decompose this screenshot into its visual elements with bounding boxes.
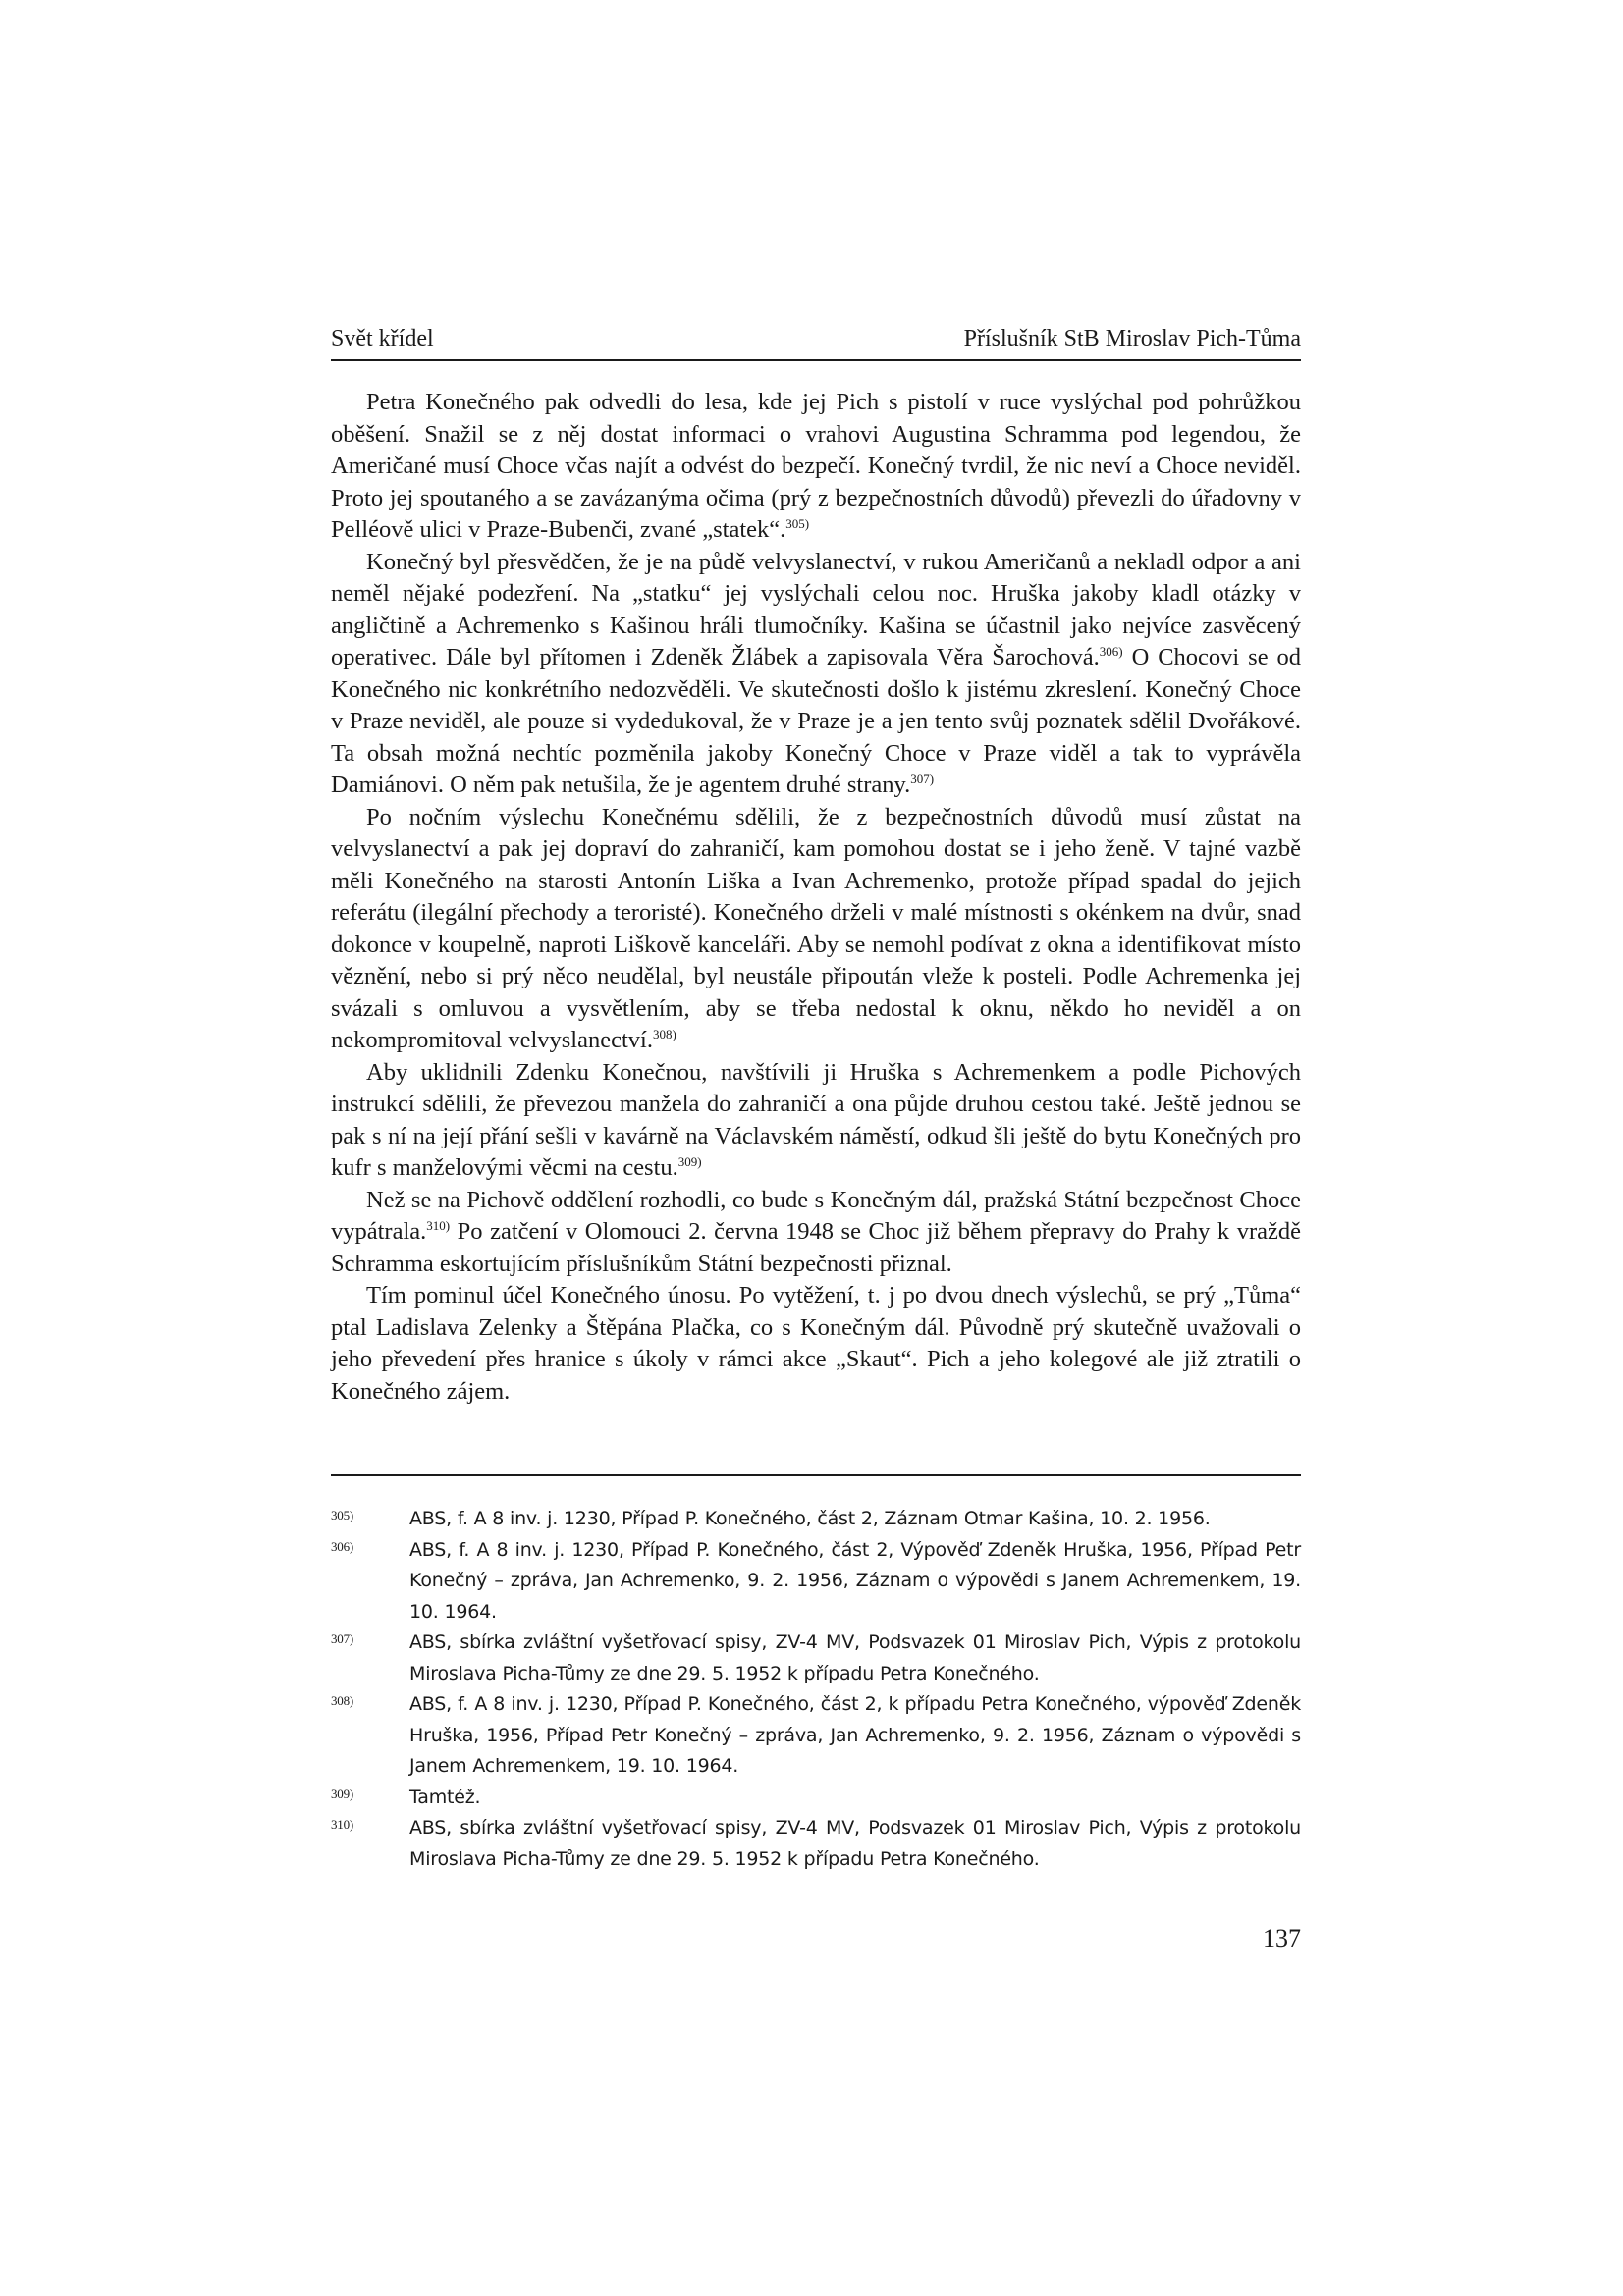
footnote-ref: 305) (785, 515, 810, 531)
footnote-number: 307) (331, 1631, 354, 1646)
paragraph: Tím pominul účel Konečného únosu. Po vytěžení, t. j po dvou dnech výslechů, se prý „Tůma“ ptal Ladislava Zelenky a Štěpána Plačka, co s Konečným dál. Původně prý skutečně uvažovali o jeho převedení přes hranice s úkoly v rámci akce „Skaut“. Pich a jeho kolegové ale již ztratili o Konečného zájem. (331, 1282, 1301, 1405)
footnote-ref: 308) (652, 1026, 676, 1041)
footnote-text: ABS, f. A 8 inv. j. 1230, Případ P. Konečného, část 2, Záznam Otmar Kašina, 10. 2. 1956. (409, 1508, 1211, 1529)
running-header (331, 324, 1301, 361)
footnote-ref: 307) (910, 771, 935, 786)
footnote-text: ABS, f. A 8 inv. j. 1230, Případ P. Konečného, část 2, Výpověď Zdeněk Hruška, 1956, Případ Petr Konečný – zpráva, Jan Achremenko, 9. 2. 1956, Záznam o výpovědi s Janem Achremenkem, 19. 10. 1964. (409, 1538, 1301, 1623)
footnotes (331, 1504, 1301, 1875)
footnote-text: ABS, f. A 8 inv. j. 1230, Případ P. Konečného, část 2, k případu Petra Konečného, výpověď Zdeněk Hruška, 1956, Případ Petr Konečný – zpráva, Jan Achremenko, 9. 2. 1956, Záznam o výpovědi s Janem Achremenkem, 19. 10. 1964. (409, 1693, 1301, 1777)
footnote-number: 308) (331, 1693, 354, 1708)
paragraph: Po nočním výslechu Konečnému sdělili, že z bezpečnostních důvodů musí zůstat na velvyslanectví a pak jej dopraví do zahraničí, kam pomohou dostat se i jeho ženě. V tajné vazbě měli Konečného na starosti Antonín Liška a Ivan Achremenko, protože případ spadal do jejich referátu (ilegální přechody a teroristé). Konečného drželi v malé místnosti s okénkem na dvůr, snad dokonce v koupelně, naproti Liškově kanceláři. Aby se nemohl podívat z okna a identifikovat místo věznění, nebo si prý něco neudělal, byl neustále připoután vleže k posteli. Podle Achremenka jej svázali s omluvou a vysvětlením, aby se třeba nedostal k oknu, někdo ho neviděl a on nekompromitoval velvyslanectví.$^{308)}$ (331, 803, 1301, 1053)
footnote-separator (331, 1474, 1301, 1476)
footnote (331, 1813, 1301, 1875)
chapter-title: Příslušník StB Miroslav Pich-Tůma (963, 326, 1301, 351)
footnote-text: ABS, sbírka zvláštní vyšetřovací spisy, ZV-4 MV, Podsvazek 01 Miroslav Pich, Výpis z protokolu Miroslava Picha-Tůmy ze dne 29. 5. 1952 k případu Petra Konečného. (409, 1631, 1301, 1684)
footnote-ref: 310) (426, 1217, 451, 1233)
paragraph: Konečný byl přesvědčen, že je na půdě velvyslanectví, v rukou Američanů a nekladl odpor a ani neměl nějaké podezření. Na „statku“ jej vyslýchali celou noc. Hruška jakoby kladl otázky v angličtině a Achremenko s Kašinou hráli tlumočníky. Kašina se účastnil jako nejvíce zasvěcený operativec. Dále byl přítomen i Zdeněk Žlábek a zapisovala Věra Šarochová.$^{306)}$ O Chocovi se od Konečného nic konkrétního nedozvěděli. Ve skutečnosti došlo k jistému zkreslení. Konečný Choce v Praze neviděl, ale pouze si vydedukoval, že v Praze je a jen tento svůj poznatek sdělil Dvořákové. Ta obsah možná nechtíc pozměnila jakoby Konečný Choce v Praze viděl a tak to vyprávěla Damiánovi. O něm pak netušila, že je agentem druhé strany.$^{307)}$ (331, 548, 1301, 798)
footnote-number: 306) (331, 1538, 354, 1554)
main-text (331, 387, 1301, 1408)
footnote-text: ABS, sbírka zvláštní vyšetřovací spisy, ZV-4 MV, Podsvazek 01 Miroslav Pich, Výpis z protokolu Miroslava Picha-Tůmy ze dne 29. 5. 1952 k případu Petra Konečného. (409, 1817, 1301, 1870)
paragraph: Petra Konečného pak odvedli do lesa, kde jej Pich s pistolí v ruce vyslýchal pod pohrůžkou oběšení. Snažil se z něj dostat informaci o vrahovi Augustina Schramma pod legendou, že Američané musí Choce včas najít a odvést do bezpečí. Konečný tvrdil, že nic neví a Choce neviděl. Proto jej spoutaného a se zavázanýma očima (prý z bezpečnostních důvodů) převezli do úřadovny v Pelléově ulici v Praze-Bubenči, zvané „statek“.$^{305)}$ (331, 389, 1301, 543)
footnote (331, 1504, 1301, 1535)
footnote-ref: 309) (677, 1153, 702, 1169)
footnote-number: 310) (331, 1817, 354, 1832)
footnote-number: 305) (331, 1508, 354, 1522)
book-title: Svět křídel (331, 326, 434, 351)
paragraph: Než se na Pichově oddělení rozhodli, co bude s Konečným dál, pražská Státní bezpečnost Choce vypátrala.$^{310)}$ Po zatčení v Olomouci 2. června 1948 se Choc již během přepravy do Prahy k vraždě Schramma eskortujícím příslušníkům Státní bezpečnosti přiznal. (331, 1186, 1301, 1277)
paragraph: Aby uklidnili Zdenku Konečnou, navštívili ji Hruška s Achremenkem a podle Pichových instrukcí sdělili, že převezou manžela do zahraničí a ona půjde druhou cestou také. Ještě jednou se pak s ní na její přání sešli v kavárně na Václavském náměstí, odkud šli ještě do bytu Konečných pro kufr s manželovými věcmi na cestu.$^{309)}$ (331, 1058, 1301, 1181)
page-number: 137 (1263, 1924, 1301, 1952)
footnote (331, 1535, 1301, 1629)
footnote-text: Tamtéž. (409, 1786, 481, 1808)
footnote-number: 309) (331, 1786, 354, 1801)
footnote-ref: 306) (1099, 643, 1123, 659)
footnote (331, 1783, 1301, 1814)
footnote (331, 1628, 1301, 1689)
footnote (331, 1689, 1301, 1783)
